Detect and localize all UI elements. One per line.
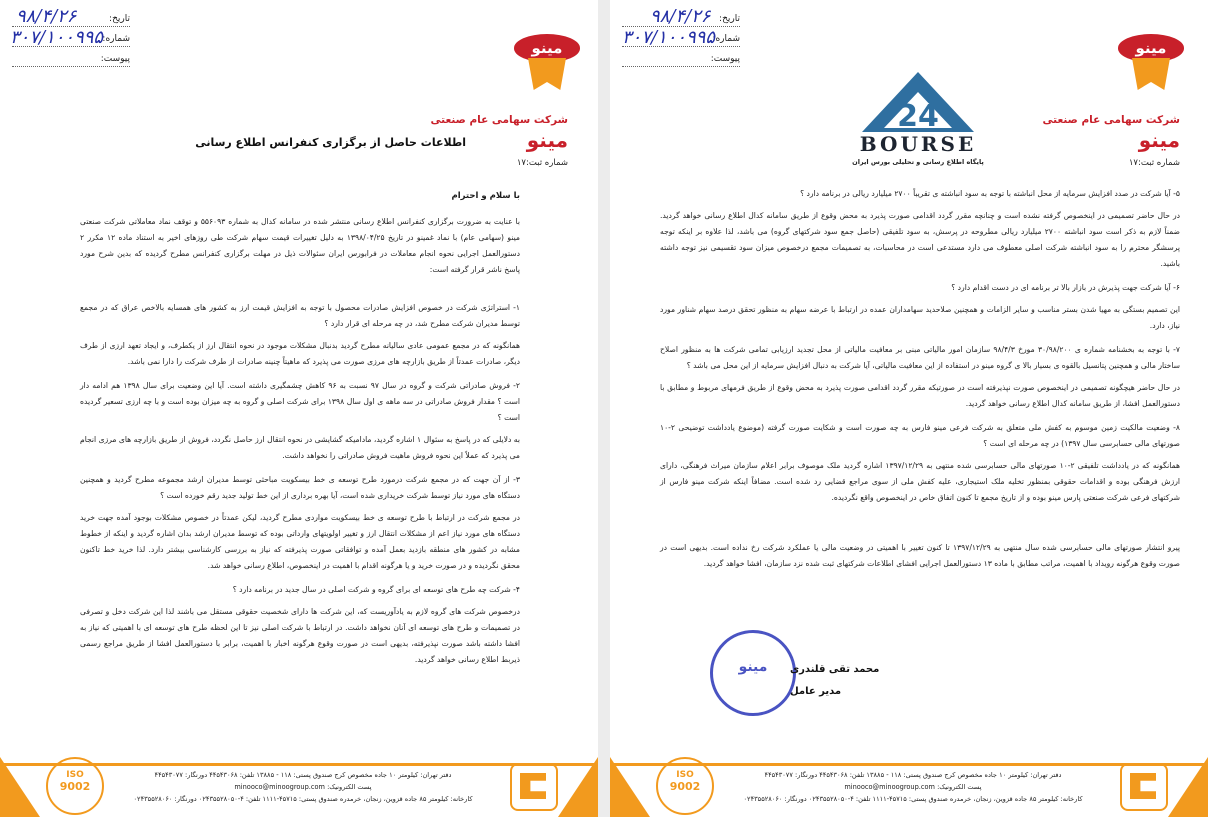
question-4: ۴- شرکت چه طرح های توسعه ای برای گروه و شرکت اصلی در سال جدید در برنامه دارد ؟	[232, 585, 520, 594]
footer-corner-right	[558, 757, 598, 817]
answer-3: در مجمع شرکت در ارتباط با طرح توسعه ی خط بیسکویت مواردی مطرح گردید، لیکن عمدتاً در خصوص مشکلات بوجود آمده جهت خرید دستگاه های مورد نیاز اعم از مشکلات انتقال ارز و تغییر اولویتهای وارداتی بوده که توسط مدیران ارشد بدان اشاره گردید و اینکه از خطوط مشابه در کشور های منطقه بازدید بعمل آمده و توافقاتی صورت پذیرفته که نیاز به بررسی کارشناسی بیشتر دارد. لذا خرید خط تاکنون محقق نگردیده و در صورت خرید و یا هرگونه اقدام با اهمیت در اینخصوص، اطلاع رسانی خواهد شد.	[80, 513, 520, 570]
company-type: شرکت سهامی عام صنعتی	[430, 114, 568, 126]
footer-email: پست الکترونیک: minooco@minoogroup.com	[844, 783, 982, 791]
footer-corner-left	[0, 757, 40, 817]
question-8: ۸- وضعیت مالکیت زمین موسوم به کفش ملی متعلق به شرکت فرعی مینو فارس به چه صورت است و شکایت صورت گرفته (موضوع یادداشت توضیحی ۲-۱۰ صورتهای مالی حسابرسی سال ۱۳۹۷) در چه مرحله ای است ؟	[660, 423, 1180, 448]
minoo-logo	[1112, 30, 1190, 92]
standard-mark-icon	[1120, 763, 1166, 809]
iso-number: 9002	[669, 780, 701, 793]
bourse-triangle-icon	[848, 70, 988, 134]
question-5: ۵- آیا شرکت در صدد افزایش سرمایه از محل انباشته با توجه به سود انباشته ی تقریباً ۲۷۰۰ میلیارد ریالی در برنامه دارد ؟	[800, 189, 1180, 198]
answer-2: به دلایلی که در پاسخ به سئوال ۱ اشاره گردید، مادامیکه گشایشی در نحوه انتقال ارز حاصل نگردد، فروش از طریق بازارچه های مرزی انجام می پذیرد که عملاً این نحوه فروش ماهیت فروش صادراتی را نخواهد داشت.	[80, 435, 520, 460]
question-2: ۲- فروش صادراتی شرکت و گروه در سال ۹۷ نسبت به ۹۶ کاهش چشمگیری داشته است. آیا این وضعیت برای سال ۱۳۹۸ هم ادامه دار است ؟ مقدار فروش صادراتی در سه ماهه ی اول سال ۱۳۹۸ برای شرکت اصلی و گروه به چه میزان بوده است و با چه ارزی تسعیر گردیده است ؟	[80, 381, 520, 422]
company-stamp	[710, 630, 796, 716]
logo-text: مینو	[514, 34, 580, 62]
footer-tehran-office: دفتر تهران: کیلومتر ۱۰ جاده مخصوص کرج صندوق پستی: ۱۱۸ - ۱۳۸۸۵ تلفن: ۴۴۵۴۳۰۶۸ دورنگار: ۴۴۵۴۳۰۷۷	[764, 771, 1062, 779]
date-value: ۹۸/۴/۲۶	[16, 6, 77, 27]
letter-page-2	[610, 0, 1208, 817]
question-1: ۱- استراتژی شرکت در خصوص افزایش صادرات محصول با توجه به افزایش قیمت ارز به کشور های همسایه بالاخص عراق که در مجمع توسط مدیران شرکت مطرح شد، در چه مرحله ای قرار دارد ؟	[80, 303, 520, 328]
letter-footer	[0, 755, 598, 817]
registration-number: شماره ثبت:۱۷	[1128, 158, 1180, 168]
bourse-subtitle: پایگاه اطلاع رسانی و تحلیلی بورس ایران	[852, 158, 984, 166]
signatory-title: مدیر عامل	[790, 686, 842, 697]
answer-1: همانگونه که در مجمع عمومی عادی سالیانه مطرح گردید بدنبال مشکلات موجود در نحوه انتقال ارز از یکطرف، و ایجاد تعهد ارزی از طرف دیگر، صادرات عمدتاً از طریق بازارچه های مرزی صورت می پذیرد که ماهیتاً چنینه صادرات از طرف شرکت را دارا نمی باشد.	[80, 341, 520, 366]
bourse-number: 24	[897, 99, 939, 134]
company-brand: مینو	[526, 128, 568, 152]
attachment-label: پیوست:	[100, 54, 130, 64]
question-3: ۳- از آن جهت که در مجمع شرکت درمورد طرح توسعه ی خط بیسکویت مباحثی توسط مدیران ارشد مجموعه مطرح گردید و همچنین دستگاه های مورد نیاز توسط شرکت خریداری شده است، آیا بهره برداری از این خط تولید جدید رقم خورده است ؟	[80, 475, 520, 500]
attachment-label: پیوست:	[710, 54, 740, 64]
logo-ribbon	[528, 58, 566, 90]
footer-corner-right	[1168, 757, 1208, 817]
signatory-name: محمد تقی قلندری	[790, 664, 880, 675]
date-label: تاریخ:	[109, 14, 130, 24]
question-6: ۶- آیا شرکت جهت پذیرش در بازار بالا تر برنامه ای در دست اقدام دارد ؟	[951, 283, 1180, 292]
letter-body	[80, 188, 520, 676]
iso-label: ISO	[676, 770, 694, 780]
intro-paragraph: با عنایت به ضرورت برگزاری کنفرانس اطلاع رسانی منتشر شده در سامانه کدال به شماره ۵۵۶۰۹۳ و توقف نماد معاملاتی شرکت صنعتی مینو (سهامی عام) با نماد غمینو در تاریخ ۱۳۹۸/۰۴/۲۵ به دلیل تغییرات قیمت سهام شرکت طی روزهای اخیر به استناد ماده ۱۲ مکرر ۲ دستورالعمل اجرایی نحوه انجام معاملات در فرابورس ایران سئوالات ذیل در مهلت برگزاری کنفرانس مطرح گردیده که بدین شرح مورد پاسخ ناشر قرار گرفته است:	[80, 217, 520, 274]
question-7: ۷- با توجه به بخشنامه شماره ی ۳۰/۹۸/۲۰۰ مورخ ۹۸/۴/۳ سازمان امور مالیاتی مبنی بر معافیت مالیاتی از محل تجدید ارزیابی تمامی شرکت ها به منظور اصلاح ساختار مالی و همچنین پتانسیل بالقوه ی بسیار بالا ی گروه مینو در استفاده از این معافیت مالیاتی، آیا شرکت به دنبال افزایش سرمایه از این محل می باشد ؟	[660, 345, 1181, 370]
answer-6: این تصمیم بستگی به مهیا شدن بستر مناسب و سایر الزامات و همچنین صلاحدید سهامداران عمده در ارتباط با عرضه سهام به منظور تحقق درصد سهام شناور مورد نیاز، دارد.	[660, 305, 1180, 330]
bourse-name: BOURSE	[859, 132, 977, 156]
logo-ribbon	[1132, 58, 1170, 90]
date-label: تاریخ:	[719, 14, 740, 24]
answer-5: در حال حاضر تصمیمی در اینخصوص گرفته نشده است و چنانچه مقرر گردد اقدامی صورت پذیرد به محض وقوع از طریق سامانه کدال اطلاع رسانی خواهد گردید. ضمناً لازم به ذکر است سود انباشته ۲۷۰۰ میلیارد ریالی مطروحه در پرسش، به سود تلفیقی (حاصل جمع سود شرکتهای گروه) می باشد، لذا علاوه بر اینکه توجه پرسشگر محترم را به سود انباشته شرکت اصلی معطوف می دارد مستدعی است در محاسبات، به تصمیمات مجمع درخصوص میزان سود تقسیمی نیز توجه داشته باشید.	[660, 211, 1181, 268]
answer-7: در حال حاضر هیچگونه تصمیمی در اینخصوص صورت نپذیرفته است در صورتیکه مقرر گردد اقدامی صورت پذیرد به محض وقوع از طریق فرمهای مربوط و مطابق با دستورالعمل افشا، از طریق سامانه کدال اطلاع رسانی خواهد گردید.	[660, 383, 1180, 408]
letter-page-1	[0, 0, 598, 817]
salutation: با سلام و احترام	[451, 191, 520, 201]
minoo-logo	[508, 30, 586, 92]
number-label: شماره:	[712, 34, 740, 44]
document-title: اطلاعات حاصل از برگزاری کنفرانس اطلاع رسانی	[195, 136, 466, 149]
answer-8: همانگونه که در یادداشت تلفیقی ۲-۱۰ صورتهای مالی حسابرسی شده منتهی به ۱۳۹۷/۱۲/۲۹ اشاره گردید ملک موصوف برابر اعلام سازمان میراث فرهنگی، دارای ارزش فرهنگی بوده و اقدامات حقوقی بمنظور تخلیه ملک استیجاری، علیه کفش ملی از سوی مراجع قضایی رد شده است. مضافاً اینکه شرکت مینو فارس از شرکتهای فرعی شرکت صنعتی پارس مینو بوده و از تاریخ مجمع تا کنون اتفاق خاص در اینخصوص واقع نگردیده.	[660, 461, 1181, 502]
logo-text: مینو	[1118, 34, 1184, 62]
footer-factory: کارخانه: کیلومتر ۸۵ جاده قزوین، زنجان، خرمدره صندوق پستی: ۴۵۷۱۵-۱۱۱۱ تلفن: ۴-۰۲۴۳۵۵۲۸۰۵۰ دورنگار: ۰۲۴۳۵۵۲۸۰۶۰	[133, 795, 473, 803]
letter-body	[660, 186, 1180, 580]
bourse24-watermark	[848, 70, 988, 175]
footer-corner-left	[610, 757, 650, 817]
number-value: ۳۰۷/۱۰۰۹۹۵	[10, 27, 104, 48]
iso-label: ISO	[66, 770, 84, 780]
date-value: ۹۸/۴/۲۶	[650, 6, 711, 27]
company-brand: مینو	[1138, 128, 1180, 152]
footer-contact	[688, 769, 1138, 805]
attachment-line	[622, 66, 740, 67]
footer-tehran-office: دفتر تهران: کیلومتر ۱۰ جاده مخصوص کرج صندوق پستی: ۱۱۸ - ۱۳۸۸۵ تلفن: ۴۴۵۴۳۰۶۸ دورنگار: ۴۴۵۴۳۰۷۷	[154, 771, 452, 779]
company-type: شرکت سهامی عام صنعتی	[1042, 114, 1180, 126]
answer-4: درخصوص شرکت های گروه لازم به یادآوریست که، این شرکت ها دارای شخصیت حقوقی مستقل می باشند لذا این شرکت دخل و تصرفی در تصمیمات و طرح های توسعه ای آنان نخواهد داشت. در ارتباط با شرکت اصلی نیز تا این لحظه طرح های توسعه ای با اهمیتی که نیاز به افشا داشته باشد صورت نپذیرفته، بدیهی است در صورت وقوع هرگونه اخبار با اهمیت، برابر با دستورالعمل افشا از طریق مراجع رسمی ذیربط اطلاع رسانی خواهد گردید.	[80, 607, 520, 664]
footer-factory: کارخانه: کیلومتر ۸۵ جاده قزوین، زنجان، خرمدره صندوق پستی: ۴۵۷۱۵-۱۱۱۱ تلفن: ۴-۰۲۴۳۵۵۲۸۰۵۰ دورنگار: ۰۲۴۳۵۵۲۸۰۶۰	[743, 795, 1083, 803]
attachment-line	[12, 66, 130, 67]
closing-paragraph: پیرو انتشار صورتهای مالی حسابرسی شده سال منتهی به ۱۳۹۷/۱۲/۲۹ تا کنون تغییر با اهمیتی در وضعیت مالی یا عملکرد شرکت رخ نداده است. بدیهی است در صورت وقوع هرگونه رویداد با اهمیت، مراتب مطابق با ماده ۱۳ دستورالعمل اجرایی افشای اطلاعات شرکتهای ثبت شده نزد سازمان، افشا خواهد گردید.	[660, 543, 1180, 568]
standard-mark-icon	[510, 763, 556, 809]
number-label: شماره:	[102, 34, 130, 44]
iso-number: 9002	[59, 780, 91, 793]
registration-number: شماره ثبت:۱۷	[516, 158, 568, 168]
footer-email: پست الکترونیک: minooco@minoogroup.com	[234, 783, 372, 791]
number-value: ۳۰۷/۱۰۰۹۹۵	[622, 27, 716, 48]
footer-contact	[78, 769, 528, 805]
letter-footer	[610, 755, 1208, 817]
stamp-text: مینو	[738, 659, 768, 675]
page-gutter	[598, 0, 610, 817]
